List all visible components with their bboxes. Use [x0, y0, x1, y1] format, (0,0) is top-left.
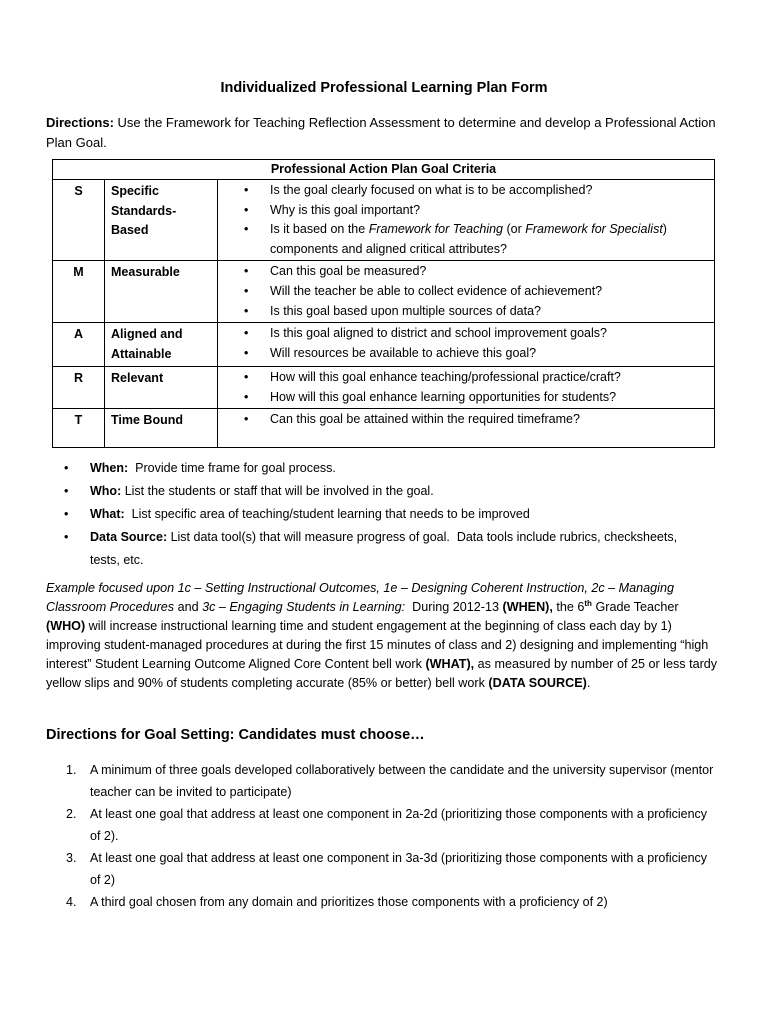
criteria-letter: R: [53, 367, 105, 409]
example-text: Grade Teacher: [591, 600, 683, 614]
definition-label: Data Source:: [90, 530, 168, 544]
criteria-header: Professional Action Plan Goal Criteria: [53, 160, 715, 180]
example-when: (WHEN),: [502, 600, 553, 614]
example-text: will increase instructional learning time and student engagement at the beginning of class each day by 1) improving student-managed procedures at during the first 15 minutes of class and 2) designing and implementing “high interest” Student Learning Outcome Aligned Core Content bell work: [46, 619, 712, 671]
question-text: Is it based on the: [270, 222, 369, 237]
example-italic: Example focused upon 1c – Setting Instructional Outcomes, 1e – Designing Coherent Instruction, 2c – Managing Classroom Procedures: [46, 581, 674, 614]
definition-who: [64, 480, 704, 503]
definition-label: Who:: [90, 484, 122, 498]
goal-item: [66, 847, 716, 891]
example-text: During 2012-13: [405, 600, 503, 614]
criteria-header-row: [53, 160, 715, 180]
criteria-row-aligned: [53, 323, 715, 367]
goal-item: [66, 803, 716, 847]
criteria-name: Measurable: [105, 261, 218, 323]
definitions-list: [64, 457, 704, 572]
criteria-name: Specific Standards-Based: [105, 180, 218, 261]
directions-text: Use the Framework for Teaching Reflection Assessment to determine and develop a Professional Action Plan Goal.: [46, 115, 716, 150]
criteria-question: • Is this goal aligned to district and school improvement goals?: [242, 324, 708, 344]
criteria-questions: [218, 323, 715, 367]
criteria-name: Time Bound: [105, 409, 218, 448]
criteria-letter: A: [53, 323, 105, 367]
directions-label: Directions:: [46, 115, 114, 130]
criteria-name: Aligned and Attainable: [105, 323, 218, 367]
goal-number: 4.: [66, 895, 77, 909]
example-text: .: [586, 676, 591, 690]
criteria-name: Relevant: [105, 367, 218, 409]
question-text: (or: [503, 222, 526, 237]
goal-text: A third goal chosen from any domain and prioritizes those components with a proficiency of 2): [90, 895, 608, 909]
criteria-letter: S: [53, 180, 105, 261]
goal-text: A minimum of three goals developed collaboratively between the candidate and the university supervisor (mentor teacher can be invited to participate): [90, 763, 714, 799]
example-text: as measured by number of 25 or less tardy yellow slips and 90% of students completing accurate (85% or better) bell work: [46, 657, 721, 690]
question-italic: Framework for Teaching: [368, 222, 504, 237]
criteria-question: • Is the goal clearly focused on what is to be accomplished?: [242, 181, 708, 201]
criteria-questions: [218, 261, 715, 323]
goal-text: At least one goal that address at least one component in 2a-2d (prioritizing those components with a proficiency of 2).: [90, 807, 708, 843]
criteria-question: • How will this goal enhance teaching/professional practice/craft?: [242, 368, 708, 388]
question-italic: Framework for Specialist: [525, 222, 663, 237]
example-data-source: (DATA SOURCE): [488, 676, 587, 690]
criteria-row-measurable: [53, 261, 715, 323]
criteria-row-specific: [53, 180, 715, 261]
criteria-question: • How will this goal enhance learning opportunities for students?: [242, 388, 708, 408]
example-who: (WHO): [46, 619, 86, 633]
definition-data-source: [64, 526, 704, 572]
criteria-questions: [218, 367, 715, 409]
criteria-question: • Can this goal be attained within the required timeframe?: [242, 410, 708, 430]
example-paragraph: [46, 579, 721, 693]
criteria-row-relevant: [53, 367, 715, 409]
goal-number: 2.: [66, 807, 77, 821]
definition-label: When:: [90, 461, 129, 475]
example-superscript: th: [584, 599, 592, 608]
criteria-question: [242, 220, 708, 259]
example-italic: 3c – Engaging Students in Learning:: [202, 600, 406, 614]
goal-setting-heading: Directions for Goal Setting: Candidates must choose…: [46, 727, 425, 743]
criteria-question: • Will resources be available to achieve this goal?: [242, 344, 708, 364]
question-text: ) components and aligned critical attributes?: [270, 222, 667, 256]
definition-text: Provide time frame for goal process.: [128, 461, 336, 475]
definition-text: List specific area of teaching/student learning that needs to be improved: [124, 507, 530, 521]
definition-when: [64, 457, 704, 480]
goal-item: [66, 891, 716, 913]
directions-paragraph: [46, 113, 716, 153]
criteria-letter: M: [53, 261, 105, 323]
criteria-question: • Can this goal be measured?: [242, 262, 708, 282]
criteria-letter: T: [53, 409, 105, 448]
definition-what: [64, 503, 704, 526]
criteria-questions: [218, 180, 715, 261]
criteria-row-time-bound: [53, 409, 715, 448]
definition-text: List data tool(s) that will measure progress of goal. Data tools include rubrics, checksheets, tests, etc.: [90, 530, 681, 567]
example-text: and: [174, 600, 203, 614]
page-title: Individualized Professional Learning Plan Form: [220, 80, 548, 96]
criteria-question: • Is this goal based upon multiple sources of data?: [242, 302, 708, 322]
criteria-question: • Will the teacher be able to collect evidence of achievement?: [242, 282, 708, 302]
example-what: (WHAT),: [425, 657, 475, 671]
goal-number: 1.: [66, 763, 77, 777]
goal-number: 3.: [66, 851, 77, 865]
goal-item: [66, 759, 716, 803]
goal-setting-list: [66, 759, 716, 913]
criteria-question: • Why is this goal important?: [242, 201, 708, 221]
definition-text: List the students or staff that will be involved in the goal.: [121, 484, 434, 498]
example-text: the 6: [552, 600, 585, 614]
criteria-table: [52, 159, 715, 448]
criteria-questions: [218, 409, 715, 448]
definition-label: What:: [90, 507, 125, 521]
goal-text: At least one goal that address at least one component in 3a-3d (prioritizing those components with a proficiency of 2): [90, 851, 708, 887]
